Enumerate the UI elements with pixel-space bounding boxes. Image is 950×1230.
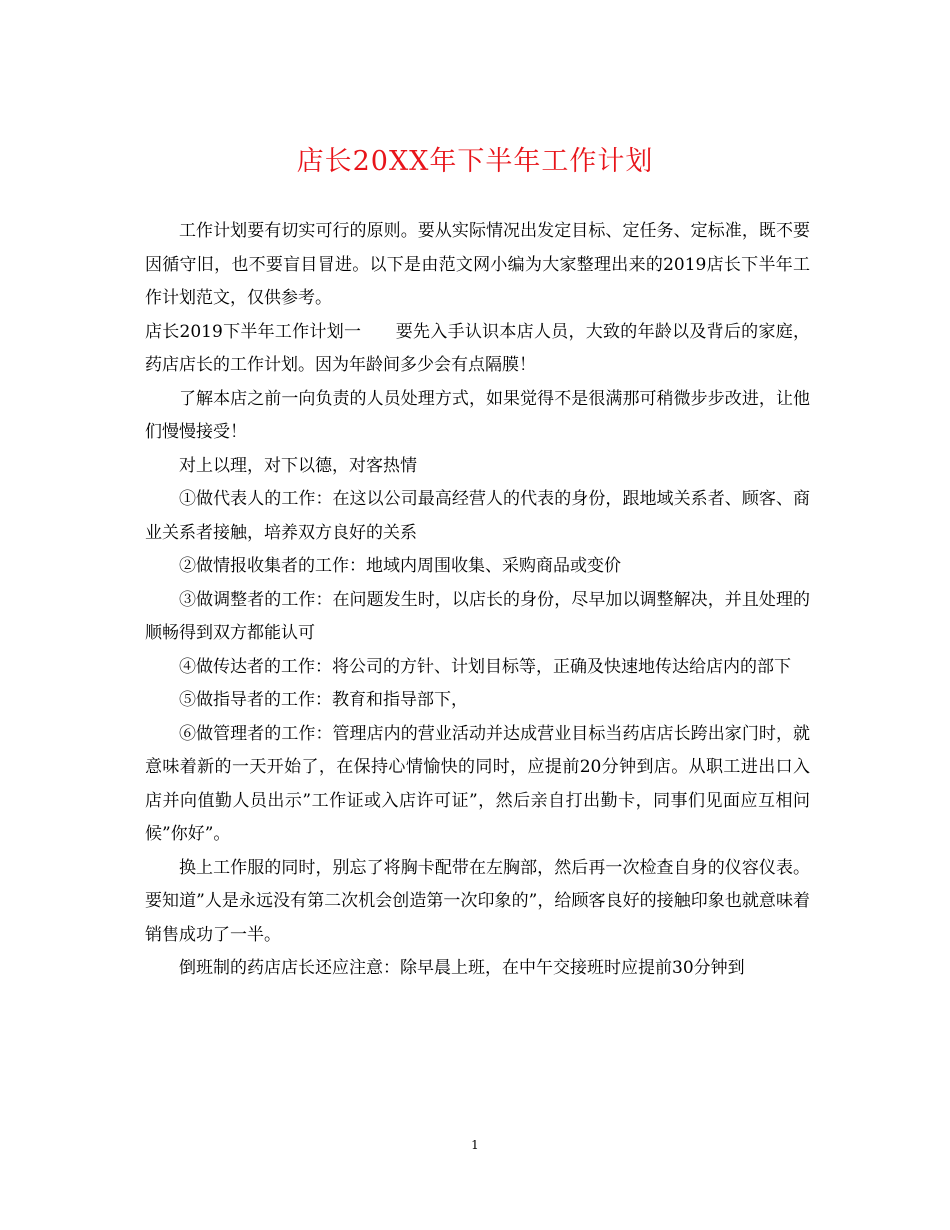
paragraph-item-6: ⑥做管理者的工作：管理店内的营业活动并达成营业目标当药店店长跨出家门时，就意味着新的一天开始了，在保持心情愉快的同时，应提前20分钟到店。从职工进出口入店并向值勤人员出示”工作证或入店许可证”，然后亲自打出勤卡，同事们见面应互相问候”你好”。 (145, 723, 810, 844)
paragraph-item-3: ③做调整者的工作：在问题发生时，以店长的身份，尽早加以调整解决，并且处理的顺畅得到双方都能认可 (145, 589, 810, 643)
paragraph-shift: 倒班制的药店店长还应注意：除早晨上班，在中午交接班时应提前30分钟到 (179, 958, 745, 978)
document-body (145, 215, 810, 986)
paragraph-item-2: ②做情报收集者的工作：地域内周围收集、采购商品或变价 (179, 556, 621, 576)
paragraph-principle: 对上以理，对下以德，对客热情 (179, 455, 417, 476)
paragraph-plan-one: 店长2019下半年工作计划一 要先入手认识本店人员，大致的年龄以及背后的家庭，药店店长的工作计划。因为年龄间多少会有点隔膜！ (145, 321, 810, 375)
document-title: 店长20XX年下半年工作计划 (296, 146, 654, 177)
paragraph-understand-staff: 了解本店之前一向负责的人员处理方式，如果觉得不是很满那可稍微步步改进，让他们慢慢接受！ (145, 388, 810, 442)
paragraph-item-1: ①做代表人的工作：在这以公司最高经营人的代表的身份，跟地域关系者、顾客、商业关系者接触，培养双方良好的关系 (145, 489, 810, 543)
paragraph-uniform: 换上工作服的同时，别忘了将胸卡配带在左胸部，然后再一次检查自身的仪容仪表。要知道”人是永远没有第二次机会创造第一次印象的”，给顾客良好的接触印象也就意味着销售成功了一半。 (145, 857, 810, 945)
page-number: 1 (471, 1138, 479, 1152)
paragraph-item-4: ④做传达者的工作：将公司的方针、计划目标等，正确及快速地传达给店内的部下 (179, 656, 791, 677)
paragraph-item-5: ⑤做指导者的工作：教育和指导部下， (179, 690, 468, 710)
paragraph-intro: 工作计划要有切实可行的原则。要从实际情况出发定目标、定任务、定标准，既不要因循守旧，也不要盲目冒进。以下是由范文网小编为大家整理出来的2019店长下半年工作计划范文，仅供参考。 (145, 221, 810, 308)
